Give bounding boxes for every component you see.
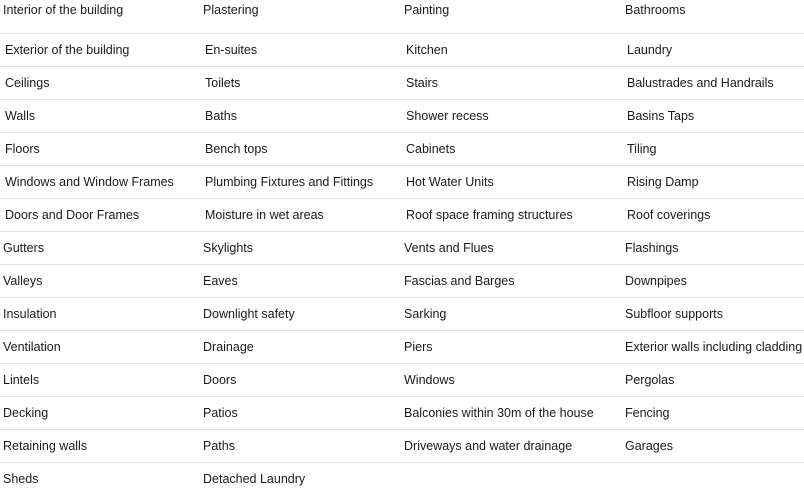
table-cell: Valleys — [0, 264, 200, 297]
table-cell: Vents and Flues — [401, 231, 622, 264]
table-cell: Moisture in wet areas — [200, 198, 401, 231]
table-cell: Sarking — [401, 297, 622, 330]
table-cell: Doors and Door Frames — [0, 198, 200, 231]
table-cell: Shower recess — [401, 99, 622, 132]
table-cell: Toilets — [200, 66, 401, 99]
table-row — [0, 33, 804, 66]
table-row — [0, 0, 804, 33]
table-row — [0, 165, 804, 198]
table-cell: Piers — [401, 330, 622, 363]
table-row — [0, 396, 804, 429]
table-cell: Garages — [622, 429, 804, 462]
table-cell: Rising Damp — [622, 165, 804, 198]
table-cell: Sheds — [0, 462, 200, 495]
table-cell — [401, 462, 622, 495]
table-row — [0, 231, 804, 264]
table-cell: En-suites — [200, 33, 401, 66]
table-cell: Interior of the building — [3, 3, 124, 17]
table-row — [0, 132, 804, 165]
table-cell: Windows — [401, 363, 622, 396]
table-cell: Painting — [404, 3, 450, 17]
table-cell: Tiling — [622, 132, 804, 165]
table-cell: Flashings — [622, 231, 804, 264]
table-cell: Roof space framing structures — [401, 198, 622, 231]
table-cell: Walls — [0, 99, 200, 132]
table-cell: Bench tops — [200, 132, 401, 165]
table-cell: Bathrooms — [625, 3, 686, 17]
table-cell: Subfloor supports — [622, 297, 804, 330]
table-cell: Windows and Window Frames — [0, 165, 200, 198]
table-row — [0, 462, 804, 495]
table-cell: Downlight safety — [200, 297, 401, 330]
table-cell: Insulation — [0, 297, 200, 330]
table-cell: Baths — [200, 99, 401, 132]
table-cell: Gutters — [0, 231, 200, 264]
table-cell: Exterior of the building — [0, 33, 200, 66]
table-cell: Kitchen — [401, 33, 622, 66]
table-cell: Plumbing Fixtures and Fittings — [200, 165, 401, 198]
table-cell: Cabinets — [401, 132, 622, 165]
table-cell: Exterior walls including cladding — [622, 330, 804, 363]
table-cell: Ceilings — [0, 66, 200, 99]
table-cell: Fascias and Barges — [401, 264, 622, 297]
table-cell: Downpipes — [622, 264, 804, 297]
table-cell: Lintels — [0, 363, 200, 396]
table-cell: Balconies within 30m of the house — [401, 396, 622, 429]
table-cell: Driveways and water drainage — [401, 429, 622, 462]
table-row — [0, 99, 804, 132]
table-cell: Hot Water Units — [401, 165, 622, 198]
table-cell: Detached Laundry — [200, 462, 401, 495]
table-cell: Roof coverings — [622, 198, 804, 231]
table-cell: Ventilation — [0, 330, 200, 363]
table-cell: Basins Taps — [622, 99, 804, 132]
table-cell: Plastering — [203, 3, 259, 17]
table-cell: Patios — [200, 396, 401, 429]
table-cell: Laundry — [622, 33, 804, 66]
table-row — [0, 66, 804, 99]
table-cell: Fencing — [622, 396, 804, 429]
table-row — [0, 429, 804, 462]
table-cell: Drainage — [200, 330, 401, 363]
table-cell: Paths — [200, 429, 401, 462]
table-cell: Pergolas — [622, 363, 804, 396]
table-cell: Doors — [200, 363, 401, 396]
table-cell — [622, 462, 804, 495]
table-row — [0, 198, 804, 231]
table-cell: Balustrades and Handrails — [622, 66, 804, 99]
table-cell: Eaves — [200, 264, 401, 297]
table-row — [0, 297, 804, 330]
table-row — [0, 264, 804, 297]
table-row — [0, 330, 804, 363]
table-cell: Decking — [0, 396, 200, 429]
table-cell: Stairs — [401, 66, 622, 99]
table-cell: Floors — [0, 132, 200, 165]
table-cell: Skylights — [200, 231, 401, 264]
table-row — [0, 363, 804, 396]
table-cell: Retaining walls — [0, 429, 200, 462]
